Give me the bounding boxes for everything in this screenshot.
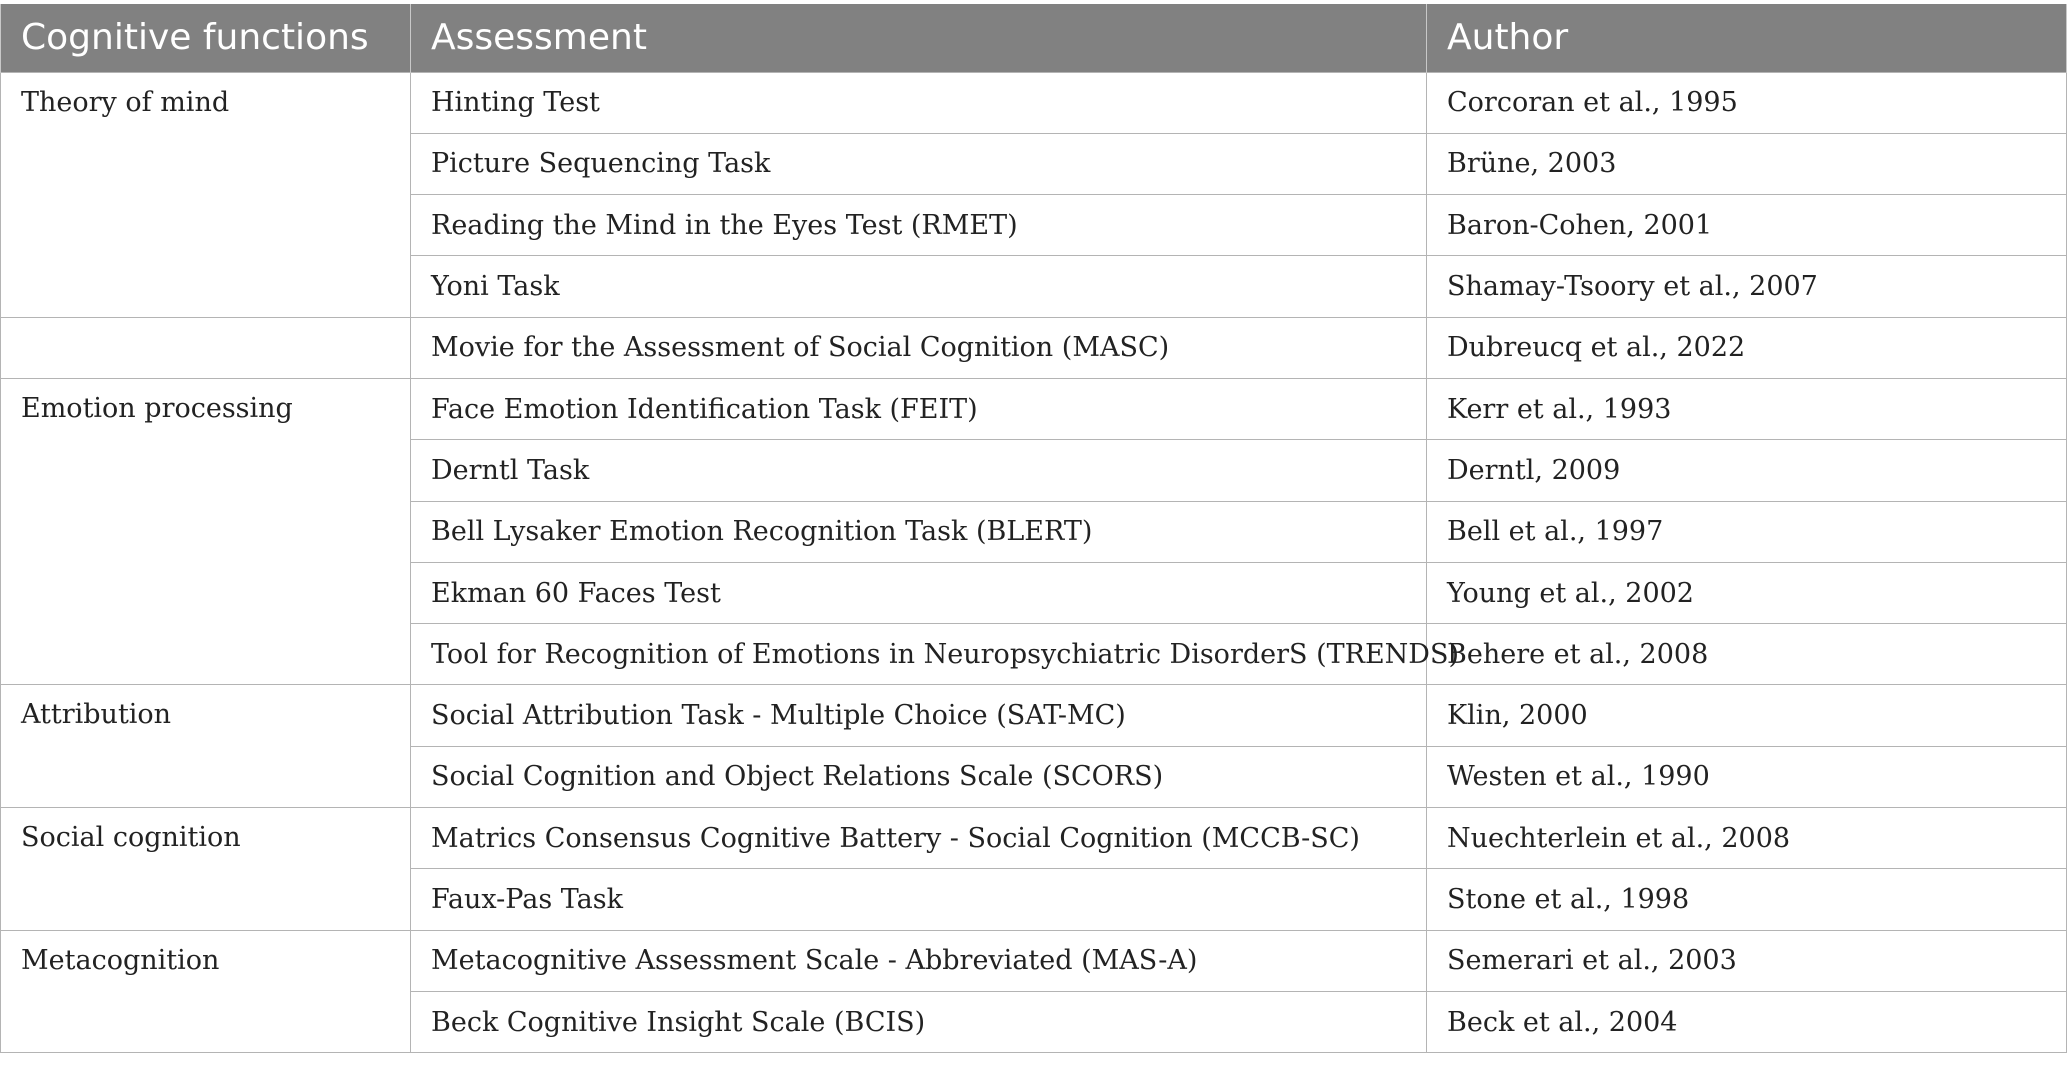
author-cell: Klin, 2000: [1427, 685, 2067, 746]
assessment-cell: Social Cognition and Object Relations Scale (SCORS): [411, 746, 1427, 807]
author-cell: Kerr et al., 1993: [1427, 378, 2067, 439]
author-cell: Beck et al., 2004: [1427, 991, 2067, 1052]
assessment-cell: Matrics Consensus Cognitive Battery - Social Cognition (MCCB-SC): [411, 808, 1427, 869]
assessment-table-container: [0, 4, 2066, 1053]
author-cell: Shamay-Tsoory et al., 2007: [1427, 256, 2067, 317]
function-cell: Metacognition: [1, 930, 411, 1053]
header-author: Author: [1427, 4, 2067, 72]
assessment-cell: Reading the Mind in the Eyes Test (RMET): [411, 195, 1427, 256]
table-row: [1, 317, 2067, 378]
assessment-table: [0, 4, 2067, 1053]
author-cell: Dubreucq et al., 2022: [1427, 317, 2067, 378]
assessment-cell: Metacognitive Assessment Scale - Abbreviated (MAS-A): [411, 930, 1427, 991]
header-assessment: Assessment: [411, 4, 1427, 72]
author-cell: Stone et al., 1998: [1427, 869, 2067, 930]
table-row: [1, 685, 2067, 746]
assessment-cell: Beck Cognitive Insight Scale (BCIS): [411, 991, 1427, 1052]
author-cell: Baron-Cohen, 2001: [1427, 195, 2067, 256]
header-cognitive-functions: Cognitive functions: [1, 4, 411, 72]
author-cell: Semerari et al., 2003: [1427, 930, 2067, 991]
table-row: [1, 378, 2067, 439]
author-cell: Brüne, 2003: [1427, 133, 2067, 194]
function-cell: Attribution: [1, 685, 411, 808]
author-cell: Behere et al., 2008: [1427, 624, 2067, 685]
author-cell: Corcoran et al., 1995: [1427, 72, 2067, 133]
table-row: [1, 808, 2067, 869]
assessment-cell: Tool for Recognition of Emotions in Neuropsychiatric DisorderS (TRENDS): [411, 624, 1427, 685]
assessment-cell: Faux-Pas Task: [411, 869, 1427, 930]
header-row: [1, 4, 2067, 72]
table-row: [1, 930, 2067, 991]
function-cell: Social cognition: [1, 808, 411, 931]
table-body: [1, 72, 2067, 1053]
function-cell: [1, 317, 411, 378]
author-cell: Derntl, 2009: [1427, 440, 2067, 501]
author-cell: Westen et al., 1990: [1427, 746, 2067, 807]
assessment-cell: Picture Sequencing Task: [411, 133, 1427, 194]
author-cell: Young et al., 2002: [1427, 562, 2067, 623]
assessment-cell: Ekman 60 Faces Test: [411, 562, 1427, 623]
function-cell: Theory of mind: [1, 72, 411, 317]
function-cell: Emotion processing: [1, 378, 411, 684]
assessment-cell: Yoni Task: [411, 256, 1427, 317]
assessment-cell: Bell Lysaker Emotion Recognition Task (BLERT): [411, 501, 1427, 562]
author-cell: Nuechterlein et al., 2008: [1427, 808, 2067, 869]
table-row: [1, 72, 2067, 133]
assessment-cell: Movie for the Assessment of Social Cognition (MASC): [411, 317, 1427, 378]
author-cell: Bell et al., 1997: [1427, 501, 2067, 562]
table-header: [1, 4, 2067, 72]
assessment-cell: Hinting Test: [411, 72, 1427, 133]
assessment-cell: Social Attribution Task - Multiple Choice (SAT-MC): [411, 685, 1427, 746]
assessment-cell: Derntl Task: [411, 440, 1427, 501]
assessment-cell: Face Emotion Identification Task (FEIT): [411, 378, 1427, 439]
